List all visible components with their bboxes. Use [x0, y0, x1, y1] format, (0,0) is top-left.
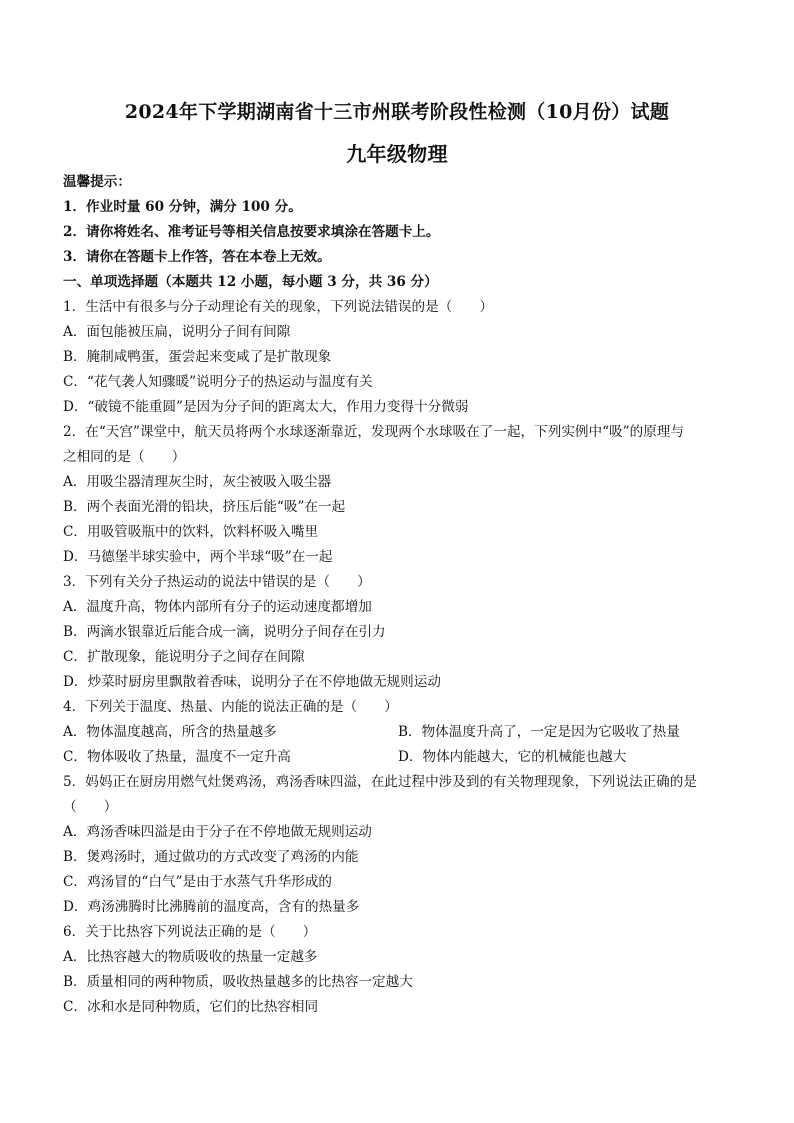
- question-option: D．物体内能越大，它的机械能也越大: [398, 749, 627, 765]
- tip-item: 2．请你将姓名、准考证号等相关信息按要求填涂在答题卡上。: [63, 224, 440, 240]
- question-option: A．用吸尘器清理灰尘时，灰尘被吸入吸尘器: [63, 474, 332, 490]
- document-subtitle: 九年级物理: [346, 142, 448, 166]
- question-stem: 6．关于比热容下列说法正确的是（ ）: [63, 924, 317, 940]
- tips-heading: 温馨提示：: [63, 174, 131, 190]
- question-option: B．两个表面光滑的铅块，挤压后能“吸”在一起: [63, 499, 346, 515]
- question-option: D．炒菜时厨房里飘散着香味，说明分子在不停地做无规则运动: [63, 674, 441, 690]
- question-option: B．两滴水银靠近后能合成一滴，说明分子间存在引力: [63, 624, 386, 640]
- question-stem: 5．妈妈正在厨房用燃气灶煲鸡汤，鸡汤香味四溢，在此过程中涉及到的有关物理现象，下列说法正确的是: [63, 774, 697, 790]
- question-option: C．扩散现象，能说明分子之间存在间隙: [63, 649, 305, 665]
- question-option: B．煲鸡汤时，通过做功的方式改变了鸡汤的内能: [63, 849, 359, 865]
- question-stem: 2．在“天宫”课堂中，航天员将两个水球逐渐靠近，发现两个水球吸在了一起，下列实例中“吸”的原理与: [63, 424, 684, 440]
- section-heading: 一、单项选择题（本题共 12 小题，每小题 3 分，共 36 分）: [63, 274, 438, 290]
- question-option: B．质量相同的两种物质，吸收热量越多的比热容一定越大: [63, 974, 413, 990]
- question-option: A．面包能被压扁，说明分子间有间隙: [63, 324, 291, 340]
- question-stem: 3．下列有关分子热运动的说法中错误的是（ ）: [63, 574, 371, 590]
- question-option: D．马德堡半球实验中，两个半球“吸”在一起: [63, 549, 333, 565]
- question-option: B．物体温度升高了，一定是因为它吸收了热量: [398, 724, 680, 740]
- question-stem: 4．下列关于温度、热量、内能的说法正确的是（ ）: [63, 699, 398, 715]
- question-option: D．“破镜不能重圆”是因为分子间的距离太大，作用力变得十分微弱: [63, 399, 469, 415]
- tip-item: 3．请你在答题卡上作答，答在本卷上无效。: [63, 249, 331, 265]
- question-option: A．温度升高，物体内部所有分子的运动速度都增加: [63, 599, 372, 615]
- question-option: D．鸡汤沸腾时比沸腾前的温度高，含有的热量多: [63, 899, 360, 915]
- document-title: 2024年下学期湖南省十三市州联考阶段性检测（10月份）试题: [124, 101, 670, 123]
- question-option: C．鸡汤冒的“白气”是由于水蒸气升华形成的: [63, 874, 332, 890]
- question-stem-continued: （ ）: [63, 799, 118, 815]
- question-stem-continued: 之相同的是（ ）: [63, 449, 186, 465]
- question-option: A．鸡汤香味四溢是由于分子在不停地做无规则运动: [63, 824, 372, 840]
- question-option: A．比热容越大的物质吸收的热量一定越多: [63, 949, 318, 965]
- question-stem: 1．生活中有很多与分子动理论有关的现象，下列说法错误的是（ ）: [63, 299, 494, 315]
- question-option: C．用吸管吸瓶中的饮料，饮料杯吸入嘴里: [63, 524, 319, 540]
- question-option: C．物体吸收了热量，温度不一定升高: [63, 749, 291, 765]
- question-option: C．冰和水是同种物质，它们的比热容相同: [63, 999, 319, 1015]
- question-option: C．“花气袭人知骤暖”说明分子的热运动与温度有关: [63, 374, 373, 390]
- question-option: A．物体温度越高，所含的热量越多: [63, 724, 277, 740]
- tip-item: 1．作业时量 60 分钟，满分 100 分。: [63, 199, 302, 215]
- question-option: B．腌制咸鸭蛋，蛋尝起来变咸了是扩散现象: [63, 349, 332, 365]
